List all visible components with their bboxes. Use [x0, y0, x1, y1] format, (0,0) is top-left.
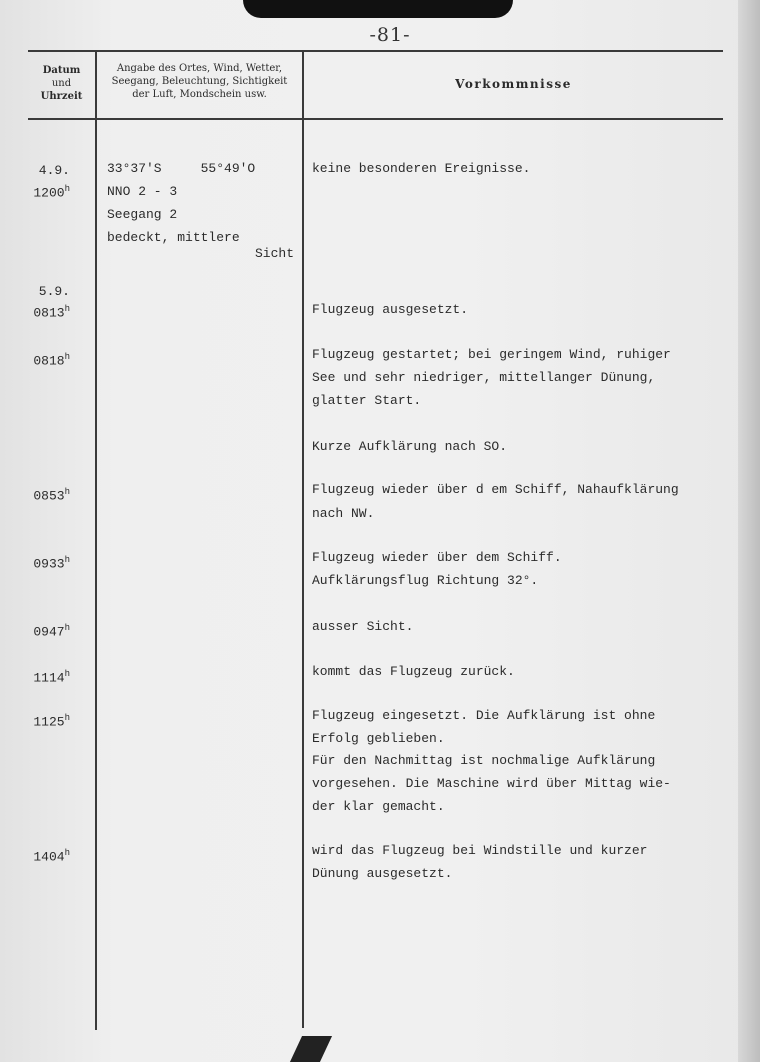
entry-time: 0947$^h$: [33, 623, 70, 640]
entry-event-line: See und sehr niedriger, mittellanger Dünung,: [312, 370, 656, 385]
header-bottom-rule: [28, 118, 723, 120]
entry-event-line: ausser Sicht.: [312, 619, 414, 634]
entry-position-line: Seegang 2: [107, 207, 178, 222]
entry-position-line: bedeckt, mittlere: [107, 230, 240, 245]
header-date-line: Uhrzeit: [40, 91, 83, 102]
entry-event-line: kommt das Flugzeug zurück.: [312, 664, 515, 679]
entry-time: 1114$^h$: [33, 669, 70, 686]
entry-event-line: wird das Flugzeug bei Windstille und kurzer: [312, 843, 648, 858]
entry-date: 4.9.: [38, 163, 70, 178]
header-position-line: Angabe des Ortes, Wind, Wetter,: [116, 63, 283, 74]
header-date-line: und: [51, 78, 72, 89]
entry-event-line: Flugzeug eingesetzt. Die Aufklärung ist ohne: [312, 708, 656, 723]
entry-position-line: Sicht: [255, 246, 295, 261]
column-divider-1: [95, 50, 97, 1030]
entry-time: 0853$^h$: [33, 487, 70, 504]
entry-time: 1404$^h$: [33, 848, 70, 865]
bottom-edge-blot: [290, 1036, 332, 1062]
entry-time: 0933$^h$: [33, 555, 70, 572]
entry-event-line: der klar gemacht.: [312, 799, 445, 814]
entry-time: 0813$^h$: [33, 304, 70, 321]
page-number: -81-: [369, 24, 411, 46]
entry-event-line: nach NW.: [312, 506, 375, 521]
entry-time: 0818$^h$: [33, 352, 70, 369]
header-position-line: der Luft, Mondschein usw.: [132, 89, 267, 100]
entry-event-line: glatter Start.: [312, 393, 422, 408]
entry-event-line: keine besonderen Ereignisse.: [312, 161, 531, 176]
header-position-line: Seegang, Beleuchtung, Sichtigkeit: [111, 76, 288, 87]
entry-event-line: Dünung ausgesetzt.: [312, 866, 453, 881]
entry-position-line: NNO 2 - 3: [107, 184, 178, 199]
entry-event-line: Flugzeug gestartet; bei geringem Wind, ruhiger: [312, 347, 671, 362]
header-top-rule: [28, 50, 723, 52]
top-edge-blot: [243, 0, 513, 18]
entry-date: 5.9.: [38, 284, 70, 299]
entry-event-line: Kurze Aufklärung nach SO.: [312, 439, 508, 454]
entry-event-line: Aufklärungsflug Richtung 32°.: [312, 573, 539, 588]
entry-event-line: Flugzeug ausgesetzt.: [312, 302, 469, 317]
header-events-column: Vorkommnisse: [455, 77, 572, 91]
column-divider-2: [302, 50, 304, 1028]
entry-event-line: Flugzeug wieder über d em Schiff, Nahaufklärung: [312, 482, 679, 497]
entry-time: 1125$^h$: [33, 713, 70, 730]
header-position-column: [97, 62, 302, 101]
entry-event-line: Flugzeug wieder über dem Schiff.: [312, 550, 562, 565]
entry-event-line: Für den Nachmittag ist nochmalige Aufklärung: [312, 753, 656, 768]
page-edge-shadow: [738, 0, 760, 1062]
entry-position-line: 33°37'S 55°49'O: [107, 161, 256, 176]
entry-event-line: vorgesehen. Die Maschine wird über Mittag wie-: [312, 776, 671, 791]
header-date-column: [28, 64, 95, 103]
entry-event-line: Erfolg geblieben.: [312, 731, 445, 746]
entry-time: 1200$^h$: [33, 184, 70, 201]
header-date-line: Datum: [42, 65, 81, 76]
